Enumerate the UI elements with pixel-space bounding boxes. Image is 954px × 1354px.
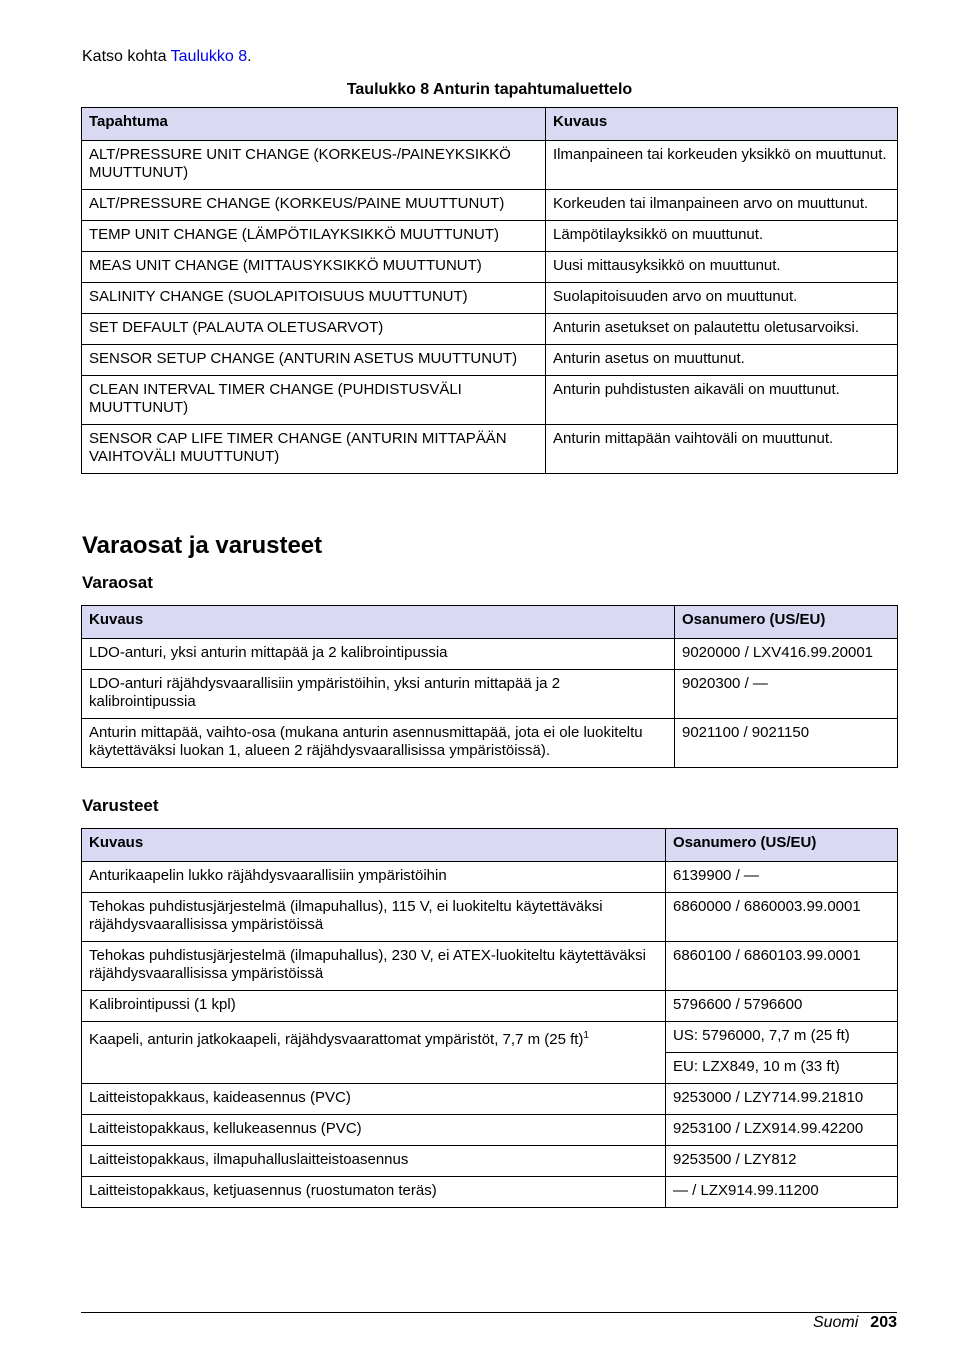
table-cell: ALT/PRESSURE CHANGE (KORKEUS/PAINE MUUTTUNUT) [82, 190, 546, 221]
table-row [82, 1022, 898, 1053]
footnote-marker: 1 [583, 1030, 589, 1041]
column-header-part-number: Osanumero (US/EU) [675, 606, 898, 639]
table-header-row [82, 108, 898, 141]
table-row [82, 376, 898, 425]
table-row [82, 893, 898, 942]
table-cell: 6139900 / — [666, 862, 898, 893]
table-cell: TEMP UNIT CHANGE (LÄMPÖTILAYKSIKKÖ MUUTTUNUT) [82, 221, 546, 252]
table-cell: Tehokas puhdistusjärjestelmä (ilmapuhallus), 230 V, ei ATEX-luokiteltu käytettäväksi räjähdysvaarallisissa ympäristöissä [82, 942, 666, 991]
footer-rule [81, 1312, 897, 1313]
table-cell: 9021100 / 9021150 [675, 719, 898, 768]
table-cell: 9253500 / LZY812 [666, 1146, 898, 1177]
table-row [82, 862, 898, 893]
sensor-event-table [81, 107, 898, 474]
column-header-event: Tapahtuma [82, 108, 546, 141]
table-8-caption: Taulukko 8 Anturin tapahtumaluettelo [346, 81, 633, 98]
table-cell: Laitteistopakkaus, ilmapuhalluslaitteistoasennus [82, 1146, 666, 1177]
table-cell: 6860000 / 6860003.99.0001 [666, 893, 898, 942]
table-cell: Ilmanpaineen tai korkeuden yksikkö on muuttunut. [546, 141, 898, 190]
table-cell: — / LZX914.99.11200 [666, 1177, 898, 1208]
section-heading: Varaosat ja varusteet [82, 532, 323, 559]
accessories-heading: Varusteet [82, 796, 159, 815]
table-cell: Tehokas puhdistusjärjestelmä (ilmapuhallus), 115 V, ei luokiteltu käytettäväksi räjähdysvaarallisissa ympäristöissä [82, 893, 666, 942]
table-cell: Anturin mittapään vaihtoväli on muuttunut. [546, 425, 898, 474]
intro-line [82, 47, 252, 67]
table-cell: Uusi mittausyksikkö on muuttunut. [546, 252, 898, 283]
table-cell: LDO-anturi, yksi anturin mittapää ja 2 kalibrointipussia [82, 639, 675, 670]
table-cell: Anturikaapelin lukko räjähdysvaarallisiin ympäristöihin [82, 862, 666, 893]
table-row [82, 942, 898, 991]
table-cell: 6860100 / 6860103.99.0001 [666, 942, 898, 991]
table-cell: 9020300 / — [675, 670, 898, 719]
table-row [82, 221, 898, 252]
intro-period: . [247, 48, 252, 65]
table-cell: Lämpötilayksikkö on muuttunut. [546, 221, 898, 252]
page-number: 203 [870, 1314, 897, 1331]
spare-parts-table [81, 605, 898, 768]
table-row [82, 670, 898, 719]
table-cell: SALINITY CHANGE (SUOLAPITOISUUS MUUTTUNUT) [82, 283, 546, 314]
table-row [82, 1177, 898, 1208]
table-cell: US: 5796000, 7,7 m (25 ft) [666, 1022, 898, 1053]
column-header-part-number: Osanumero (US/EU) [666, 829, 898, 862]
table-header-row [82, 606, 898, 639]
table-cell: EU: LZX849, 10 m (33 ft) [666, 1053, 898, 1084]
table-row [82, 991, 898, 1022]
table-cell: Anturin mittapää, vaihto-osa (mukana anturin asennusmittapää, jota ei ole luokiteltu käytettäväksi luokan 1, alueen 2 räjähdysvaarallisissa ympäristöissä). [82, 719, 675, 768]
table-cell: 9253000 / LZY714.99.21810 [666, 1084, 898, 1115]
page-footer [813, 1313, 897, 1333]
table-row [82, 252, 898, 283]
table-cell: SET DEFAULT (PALAUTA OLETUSARVOT) [82, 314, 546, 345]
table-cell: ALT/PRESSURE UNIT CHANGE (KORKEUS-/PAINEYKSIKKÖ MUUTTUNUT) [82, 141, 546, 190]
table-cell: SENSOR SETUP CHANGE (ANTURIN ASETUS MUUTTUNUT) [82, 345, 546, 376]
table-row [82, 639, 898, 670]
table-cell: 9020000 / LXV416.99.20001 [675, 639, 898, 670]
table-row [82, 1146, 898, 1177]
table-header-row [82, 829, 898, 862]
table-cell: CLEAN INTERVAL TIMER CHANGE (PUHDISTUSVÄLI MUUTTUNUT) [82, 376, 546, 425]
table-row [82, 190, 898, 221]
table-cell: 5796600 / 5796600 [666, 991, 898, 1022]
table-row [82, 719, 898, 768]
table-row [82, 314, 898, 345]
table-cell: 9253100 / LZX914.99.42200 [666, 1115, 898, 1146]
table-cell: Laitteistopakkaus, kaideasennus (PVC) [82, 1084, 666, 1115]
column-header-description: Kuvaus [82, 829, 666, 862]
table-cell: Anturin asetukset on palautettu oletusarvoiksi. [546, 314, 898, 345]
accessories-table [81, 828, 898, 1208]
footer-language: Suomi [812, 1314, 859, 1331]
table-cell: Anturin puhdistusten aikaväli on muuttunut. [546, 376, 898, 425]
table-cell: Anturin asetus on muuttunut. [546, 345, 898, 376]
column-header-description: Kuvaus [82, 606, 675, 639]
table-row [82, 141, 898, 190]
table-8-link[interactable]: Taulukko 8 [170, 48, 248, 65]
table-cell [82, 1022, 666, 1084]
table-row [82, 283, 898, 314]
table-cell: Laitteistopakkaus, ketjuasennus (ruostumaton teräs) [82, 1177, 666, 1208]
intro-text: Katso kohta [82, 48, 171, 65]
table-cell: SENSOR CAP LIFE TIMER CHANGE (ANTURIN MITTAPÄÄN VAIHTOVÄLI MUUTTUNUT) [82, 425, 546, 474]
table-row [82, 425, 898, 474]
table-row [82, 345, 898, 376]
table-cell: Suolapitoisuuden arvo on muuttunut. [546, 283, 898, 314]
table-cell: Korkeuden tai ilmanpaineen arvo on muuttunut. [546, 190, 898, 221]
table-cell: Laitteistopakkaus, kellukeasennus (PVC) [82, 1115, 666, 1146]
table-row [82, 1084, 898, 1115]
column-header-description: Kuvaus [546, 108, 898, 141]
table-cell: Kalibrointipussi (1 kpl) [82, 991, 666, 1022]
spare-parts-heading: Varaosat [82, 573, 153, 592]
table-cell: LDO-anturi räjähdysvaarallisiin ympäristöihin, yksi anturin mittapää ja 2 kalibrointipussia [82, 670, 675, 719]
cable-description: Kaapeli, anturin jatkokaapeli, räjähdysvaarattomat ympäristöt, 7,7 m (25 ft) [89, 1031, 584, 1048]
table-row [82, 1115, 898, 1146]
table-cell: MEAS UNIT CHANGE (MITTAUSYKSIKKÖ MUUTTUNUT) [82, 252, 546, 283]
